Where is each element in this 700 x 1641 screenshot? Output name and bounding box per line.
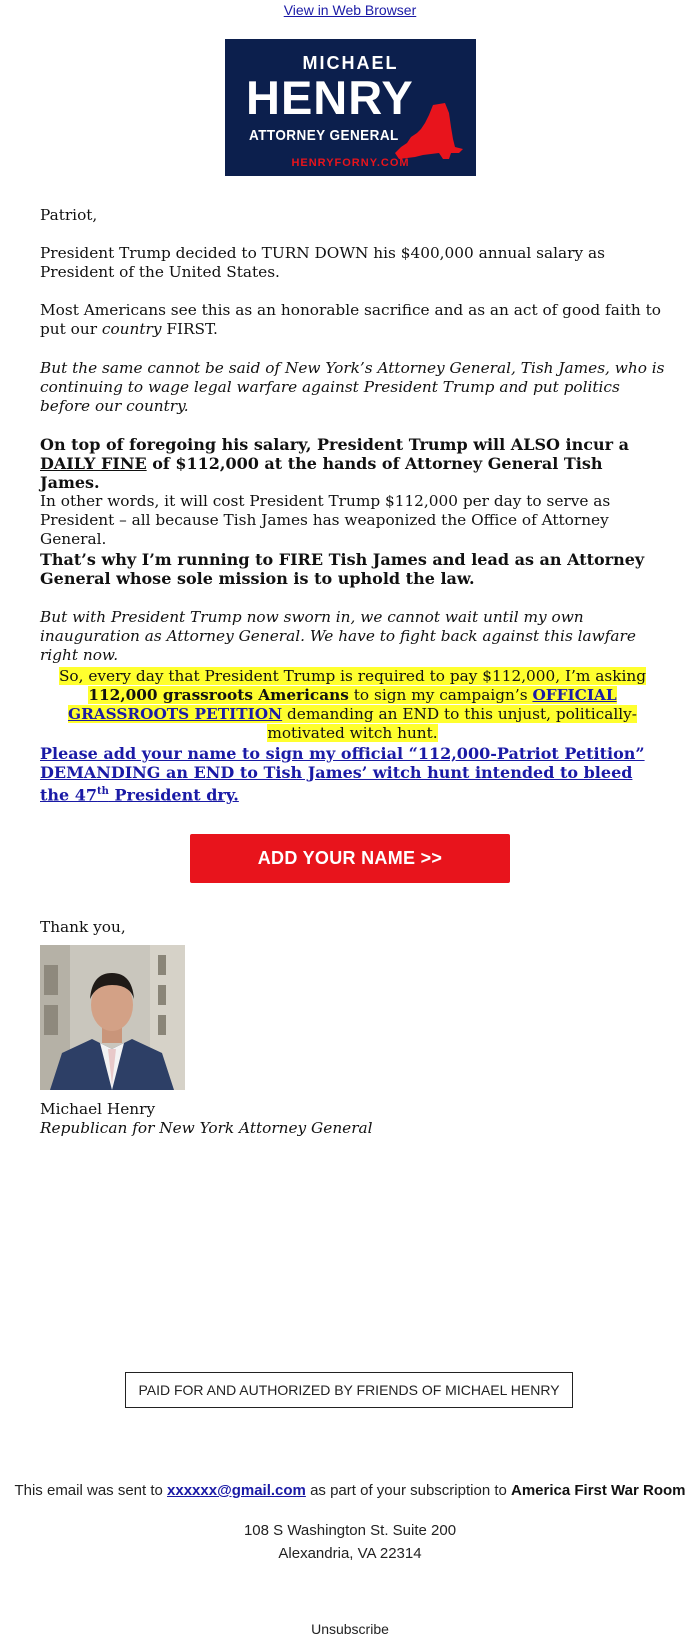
official-petition-link[interactable]: OFFICIAL GRASSROOTS PETITION — [68, 686, 617, 723]
paid-for-disclaimer: PAID FOR AND AUTHORIZED BY FRIENDS OF MICHAEL HENRY — [125, 1372, 573, 1408]
address-line-1: 108 S Washington St. Suite 200 — [243, 1522, 457, 1539]
paragraph-running: That’s why I’m running to FIRE Tish James and lead as an Attorney General whose sole mission is to uphold the law. — [40, 550, 645, 588]
paragraph-daily-fine: On top of foregoing his salary, President Trump will ALSO incur a DAILY FINE of $112,000 at the hands of Attorney General Tish James. — [40, 435, 629, 492]
logo-url: HENRYFORNY.COM — [291, 157, 410, 169]
signer-name: Michael Henry — [40, 1100, 156, 1118]
add-your-name-button[interactable]: ADD YOUR NAME >> — [190, 834, 510, 883]
subscription-notice: This email was sent to xxxxxx@gmail.com as part of your subscription to America First War Room — [14, 1482, 686, 1499]
paragraph-cost: In other words, it will cost President Trump $112,000 per day to serve as President – all because Tish James has weaponized the Office of Attorney General. — [40, 492, 611, 548]
petition-link[interactable]: Please add your name to sign my official “112,000-Patriot Petition” DEMANDING an END to Tish James’ witch hunt intended to bleed the 47th President dry. — [40, 744, 645, 805]
logo-title: ATTORNEY GENERAL — [249, 127, 399, 144]
campaign-logo — [225, 39, 476, 176]
paragraph-sacrifice: Most Americans see this as an honorable sacrifice and as an act of good faith to put our country FIRST. — [40, 301, 661, 338]
signer-title: Republican for New York Attorney General — [40, 1119, 373, 1137]
paragraph-salary: President Trump decided to TURN DOWN his $400,000 annual salary as President of the United States. — [40, 244, 605, 281]
logo-first-name: MICHAEL — [302, 53, 399, 73]
view-in-browser-link[interactable]: View in Web Browser — [283, 2, 417, 18]
paragraph-tish-james: But the same cannot be said of New York’s Attorney General, Tish James, who is continuing to wage legal warfare against President Trump and put politics before our country. — [40, 359, 665, 415]
greeting: Patriot, — [40, 206, 98, 224]
address-line-2: Alexandria, VA 22314 — [278, 1545, 422, 1562]
unsubscribe-link[interactable]: Unsubscribe — [311, 1621, 389, 1637]
candidate-photo — [40, 945, 185, 1090]
logo-last-name: HENRY — [246, 71, 414, 124]
paragraph-fight-back: But with President Trump now sworn in, we cannot wait until my own inauguration as Attorney General. We have to fight back against this lawfare right now. — [40, 608, 636, 664]
new-york-state-icon — [393, 103, 465, 163]
highlighted-ask: So, every day that President Trump is required to pay $112,000, I’m asking 112,000 grassroots Americans to sign my campaign’s OFFICIAL GRASSROOTS PETITION demanding an END to this unjust, politically-motivated witch hunt. — [58, 667, 647, 742]
recipient-email-link[interactable]: xxxxxx@gmail.com — [167, 1482, 306, 1499]
thanks-text: Thank you, — [40, 918, 126, 936]
